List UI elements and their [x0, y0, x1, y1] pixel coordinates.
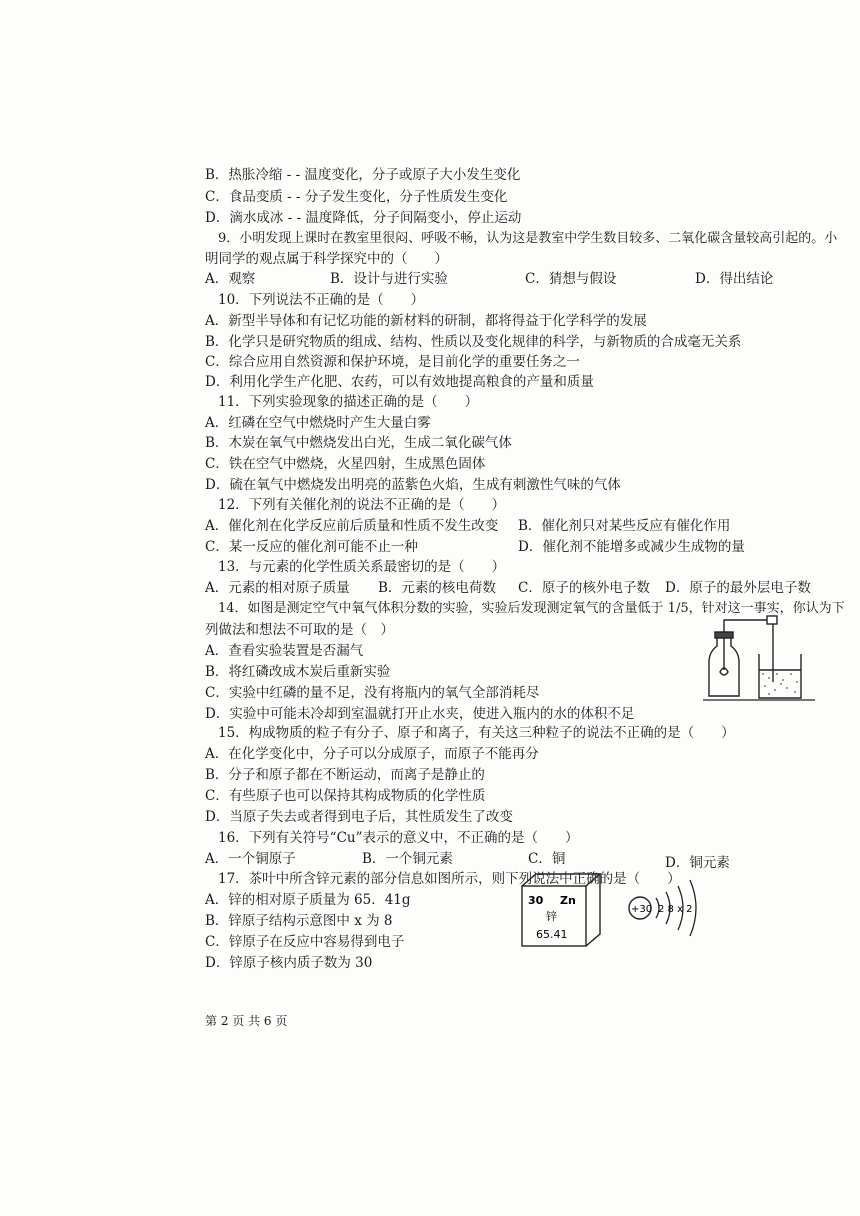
q12-option-d: D．催化剂不能增多或减少生成物的量 — [518, 539, 745, 555]
q15-option-d: D．当原子失去或者得到电子后，其性质发生了改变 — [205, 809, 513, 825]
q16-stem: 16．下列有关符号“Cu”表示的意义中，不正确的是（ ） — [218, 830, 579, 846]
q16-option-c: C．铜 — [528, 851, 566, 867]
element-symbol: Zn — [560, 894, 576, 907]
q11-option-b: B．木炭在氧气中燃烧发出白光，生成二氧化碳气体 — [205, 435, 512, 451]
q16-option-a: A．一个铜原子 — [205, 851, 296, 867]
q16-option-d: D．铜元素 — [665, 855, 730, 871]
q13-option-b: B．元素的核电荷数 — [378, 580, 496, 596]
q14-stem-line1: 14．如图是测定空气中氧气体积分数的实验，实验后发现测定氧气的含量低于 1/5，针对这一事实，你认为下 — [218, 601, 845, 616]
q14-stem-line2: 列做法和想法不可取的是（ ） — [205, 622, 394, 638]
q9-option-c: C．猜想与假设 — [525, 271, 617, 287]
q11-option-a: A．红磷在空气中燃烧时产生大量白雾 — [205, 415, 431, 431]
q15-stem: 15．构成物质的粒子有分子、原子和离子，有关这三种粒子的说法不正确的是（ ） — [218, 725, 735, 741]
q9-stem-line2: 明同学的观点属于科学探究中的（ ） — [205, 251, 448, 267]
q10-option-d: D．利用化学生产化肥、农药，可以有效地提高粮食的产量和质量 — [205, 374, 594, 390]
zinc-element-card — [518, 870, 608, 950]
q14-option-b: B．将红磷改成木炭后重新实验 — [205, 664, 391, 680]
q17-option-b: B．锌原子结构示意图中 x 为 8 — [205, 913, 393, 929]
q17-option-a: A．锌的相对原子质量为 65．41g — [205, 892, 411, 908]
q9-stem-line1: 9．小明发现上课时在教室里很闷、呼吸不畅，认为这是教室中学生数目较多、二氧化碳含量较高引起的。小 — [218, 231, 838, 246]
q15-option-c: C．有些原子也可以保持其构成物质的化学性质 — [205, 788, 486, 804]
q10-stem: 10．下列说法不正确的是（ ） — [218, 292, 425, 308]
q17-option-c: C．锌原子在反应中容易得到电子 — [205, 934, 405, 950]
q17-stem: 17．茶叶中所含锌元素的部分信息如图所示，则下列说法中正确的是（ ） — [218, 871, 681, 887]
q12-option-b: B．催化剂只对某些反应有催化作用 — [518, 518, 731, 534]
q16-option-b: B．一个铜元素 — [362, 851, 453, 867]
oxygen-experiment-apparatus — [703, 612, 815, 704]
q9-option-d: D．得出结论 — [695, 271, 774, 287]
q12-stem: 12．下列有关催化剂的说法不正确的是（ ） — [218, 497, 506, 513]
q15-option-a: A．在化学变化中，分子可以分成原子，而原子不能再分 — [205, 746, 539, 762]
q13-stem: 13．与元素的化学性质关系最密切的是（ ） — [218, 559, 506, 575]
q8-option-b: B．热胀冷缩 - - 温度变化，分子或原子大小发生变化 — [205, 167, 521, 183]
q13-option-a: A．元素的相对原子质量 — [205, 580, 350, 596]
q15-option-b: B．分子和原子都在不断运动，而离子是静止的 — [205, 767, 485, 783]
q8-option-d: D．滴水成冰 - - 温度降低，分子间隔变小，停止运动 — [205, 210, 522, 226]
q11-option-d: D．硫在氧气中燃烧发出明亮的蓝紫色火焰，生成有刺激性气味的气体 — [205, 477, 621, 493]
q9-option-b: B．设计与进行实验 — [330, 271, 448, 287]
atom-electron-shells: 2 8 x 2 — [658, 904, 693, 915]
element-atomic-mass: 65.41 — [536, 928, 568, 941]
q10-option-a: A．新型半导体和有记忆功能的新材料的研制，都将得益于化学科学的发展 — [205, 313, 647, 329]
q14-option-c: C．实验中红磷的量不足，没有将瓶内的氧气全部消耗尽 — [205, 685, 540, 701]
element-atomic-number: 30 — [528, 894, 544, 907]
q14-option-a: A．查看实验装置是否漏气 — [205, 643, 364, 659]
q10-option-c: C．综合应用自然资源和保护环境，是目前化学的重要任务之一 — [205, 354, 580, 370]
page-footer: 第 2 页 共 6 页 — [205, 1014, 288, 1028]
q12-option-c: C．某一反应的催化剂可能不止一种 — [205, 539, 418, 555]
q8-option-c: C．食品变质 - - 分子发生变化，分子性质发生变化 — [205, 189, 508, 205]
q13-option-c: C．原子的核外电子数 — [518, 580, 650, 596]
q11-stem: 11．下列实验现象的描述正确的是（ ） — [218, 394, 479, 410]
q13-option-d: D．原子的最外层电子数 — [665, 580, 811, 596]
q10-option-b: B．化学只是研究物质的组成、结构、性质以及变化规律的科学，与新物质的合成毫无关系 — [205, 334, 742, 350]
q17-option-d: D．锌原子核内质子数为 30 — [205, 955, 373, 971]
element-name: 锌 — [546, 910, 557, 923]
atom-nucleus-charge: +30 — [631, 904, 653, 915]
q12-option-a: A．催化剂在化学反应前后质量和性质不发生改变 — [205, 518, 499, 534]
zinc-atom-structure-diagram — [626, 874, 726, 944]
q11-option-c: C．铁在空气中燃烧，火星四射，生成黑色固体 — [205, 456, 486, 472]
q9-option-a: A．观察 — [205, 271, 256, 287]
q14-option-d: D．实验中可能未冷却到室温就打开止水夹，使进入瓶内的水的体积不足 — [205, 706, 635, 722]
